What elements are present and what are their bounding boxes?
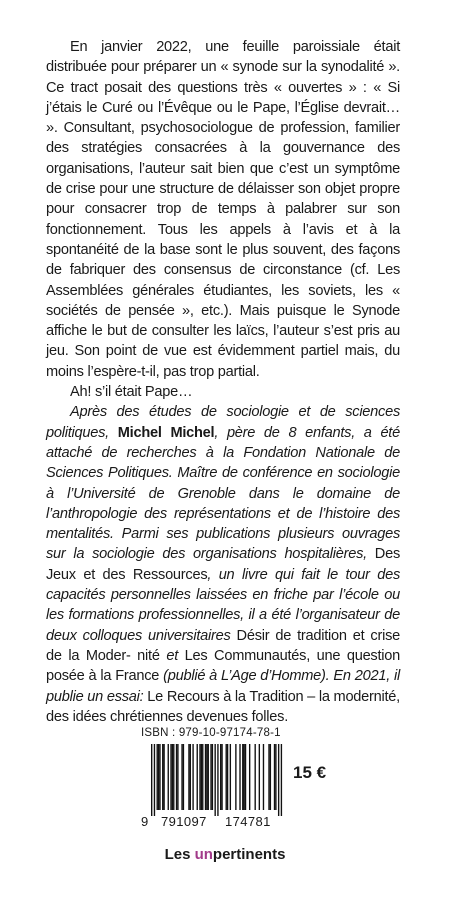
barcode-bar: [159, 744, 160, 810]
barcode-bar: [188, 744, 189, 810]
barcode-bar: [210, 744, 211, 810]
barcode-bar: [243, 744, 244, 810]
publisher-name-part-2: pertinents: [212, 846, 286, 863]
barcode-bar: [183, 744, 184, 810]
barcode-bar: [205, 744, 206, 810]
bio-text-1: Après des études de sociologie et de sciences politiques,: [46, 404, 400, 441]
barcode-bar: [173, 744, 174, 810]
barcode-bar: [221, 744, 222, 810]
book-title-1: Des Jeux et des Ressources: [46, 546, 400, 583]
barcode-bar: [230, 744, 231, 810]
barcode-digit-first: 9: [141, 814, 149, 829]
barcode-bar: [281, 744, 282, 816]
barcode-bar: [162, 744, 163, 810]
publisher-name-accent: un: [194, 846, 213, 863]
barcode-bar: [220, 744, 221, 810]
barcode-icon: [141, 744, 291, 816]
barcode-bar: [278, 744, 279, 816]
barcode-bar: [206, 744, 207, 810]
barcode-bar: [255, 744, 256, 810]
barcode-bar: [275, 744, 276, 810]
barcode-bar: [158, 744, 159, 810]
synopsis-closing-line: Ah! s’il était Pape…: [70, 384, 193, 401]
book-title-4: Le Recours à la Tradition – la modernité, des idées chrétiennes devenues folles.: [46, 688, 400, 725]
isbn-label: ISBN : 979-10-97174-78-1: [141, 727, 281, 739]
barcode-bar: [208, 744, 209, 810]
barcode-bar: [170, 744, 171, 810]
bio-text-4: et: [159, 647, 185, 664]
book-title-3: Les Communautés, une question posée à la France: [46, 647, 401, 685]
isbn-barcode-block: [141, 727, 401, 837]
barcode-bar: [199, 744, 200, 810]
publisher-logo: [0, 846, 450, 863]
barcode-digits-left: 791097: [161, 814, 207, 829]
barcode-bar: [274, 744, 275, 810]
barcode-bar: [172, 744, 173, 810]
author-name: Michel Michel: [117, 424, 215, 441]
barcode-bar: [242, 744, 243, 810]
barcode-bar: [177, 744, 178, 810]
barcode-bar: [190, 744, 191, 810]
barcode-bar: [181, 744, 182, 810]
back-cover-text: [46, 37, 400, 727]
barcode-bar: [235, 744, 236, 810]
synopsis-paragraph: En janvier 2022, une feuille paroissiale était distribuée pour préparer un « synode sur la synodalité ». Ce tract posait des questions très « ouvertes » : « Si j’étais le Curé ou l’Évêque ou le Pape, l’Église devrait… ». Consultant, psychosociologue de profession, familier des stratégies consacrées à la gouvernance des organisations, l’auteur sait bien que c’est un symptôme de crise pour une structure de délaisser son objet propre pour consacrer trop de temps à palabrer sur son fonctionnement. Tous les appels à l’avis et à la spontanéité de la base sont le plus souvent, des façons de fabriquer des consensus de circonstance (cf. Les Assemblées générales étudiantes, les soviets, les « sociétés de pensée », etc.). Mais puisque le Synode affiche le but de consulter les laïcs, l’auteur s’est pris au jeu. Son point de vue est évidemment partiel mais, du moins l’espère-t-il, pas trop partial.: [46, 39, 400, 380]
barcode-bar: [201, 744, 202, 810]
bio-text-2: , père de 8 enfants, a été attaché de recherches à la Fondation Nationale de Sciences Politiques. Maître de conférence en sociologie à l’Université de Grenoble dans le domaine de l’anthropologie des représentations et de l’histoire des mentalités. Parmi ses publications plusieurs ouvrages sur la sociologie des organisations hospitalières,: [46, 424, 400, 563]
barcode-bar: [226, 744, 227, 810]
barcode-bar: [163, 744, 164, 810]
barcode-bar: [239, 744, 240, 810]
barcode-bar: [268, 744, 269, 810]
author-bio-paragraph: [46, 402, 400, 727]
barcode-bar: [151, 744, 152, 816]
barcode-bar: [270, 744, 271, 810]
barcode-bar: [192, 744, 193, 810]
barcode-bar: [217, 744, 218, 816]
barcode-bar: [227, 744, 228, 810]
bio-text-5: (publié à L’Age d’Homme). En 2021, il publie un essai:: [46, 668, 400, 705]
barcode-digits-right: 174781: [225, 814, 271, 829]
book-title-2: Désir de tradition et crise de la Moder- nité: [46, 627, 400, 664]
barcode-bar: [197, 744, 198, 810]
price: 15 €: [293, 763, 327, 782]
barcode-bar: [168, 744, 169, 810]
bio-text-3: , un livre qui fait le tour des capacités personnelles laissées en friche par l’école ou les formations professionnelles, il a été l’organisateur de deux colloques universitaires: [46, 566, 400, 644]
barcode-bar: [202, 744, 203, 810]
barcode-bar: [259, 744, 260, 810]
barcode-bar: [157, 744, 158, 810]
barcode-bar: [214, 744, 215, 816]
barcode-bar: [154, 744, 155, 816]
barcode-bar: [263, 744, 264, 810]
barcode-bar: [249, 744, 250, 810]
barcode-bar: [212, 744, 213, 810]
barcode-bar: [176, 744, 177, 810]
publisher-name-part-1: Les: [164, 846, 195, 863]
barcode-bar: [245, 744, 246, 810]
